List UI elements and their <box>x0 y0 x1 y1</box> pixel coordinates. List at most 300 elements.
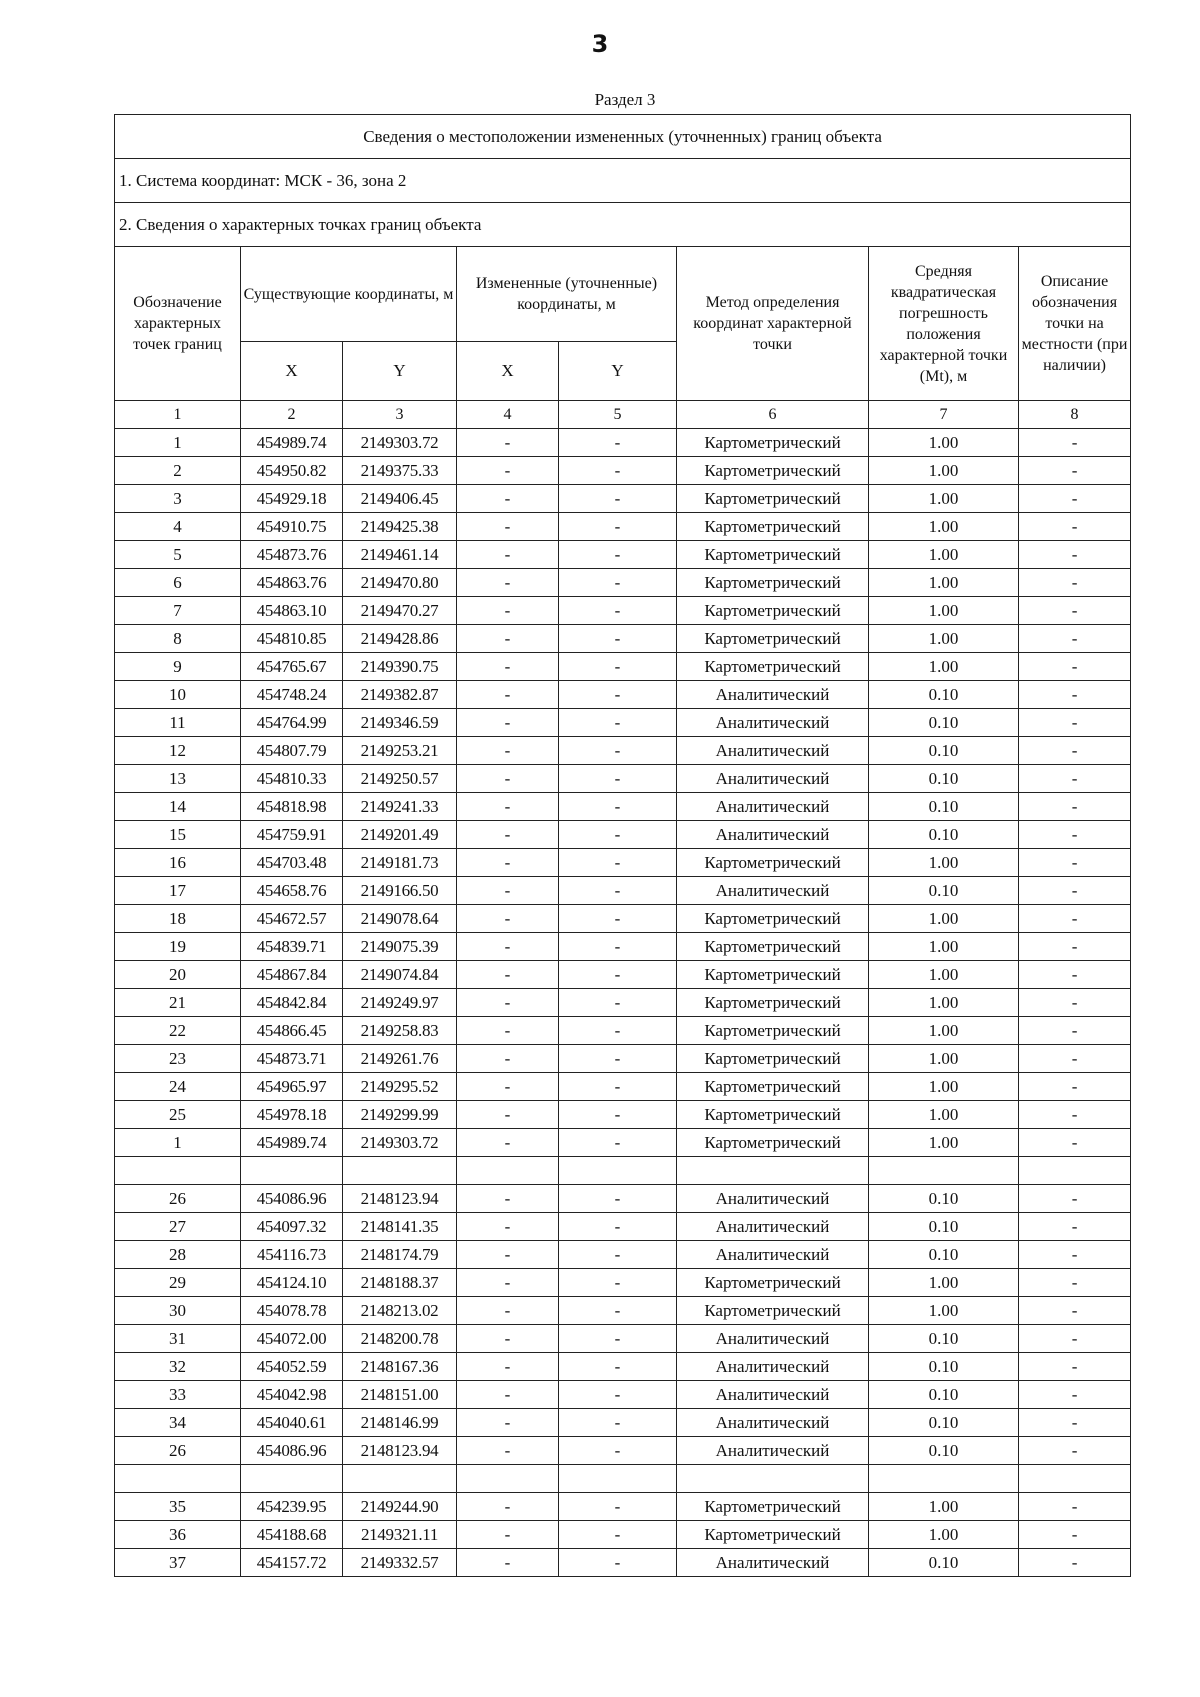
existing-x-cell: 454078.78 <box>241 1297 343 1325</box>
changed-y-cell: - <box>559 1521 677 1549</box>
table-row <box>115 821 1131 849</box>
point-number-cell: 27 <box>115 1213 241 1241</box>
column-number: 7 <box>869 401 1019 429</box>
method-cell: Картометрический <box>677 1493 869 1521</box>
existing-y-cell: 2149428.86 <box>343 625 457 653</box>
table-row <box>115 933 1131 961</box>
error-cell <box>869 1157 1019 1185</box>
method-cell: Картометрический <box>677 1045 869 1073</box>
error-cell: 1.00 <box>869 653 1019 681</box>
column-number: 1 <box>115 401 241 429</box>
description-cell: - <box>1019 569 1131 597</box>
table-row <box>115 961 1131 989</box>
point-number-cell: 12 <box>115 737 241 765</box>
changed-y-cell: - <box>559 1549 677 1577</box>
changed-x-cell: - <box>457 905 559 933</box>
error-cell: 0.10 <box>869 1213 1019 1241</box>
table-row <box>115 905 1131 933</box>
changed-x-cell: - <box>457 821 559 849</box>
header-error: Средняя квадратическая погрешность положения характерной точки (Mt), м <box>869 247 1019 401</box>
section-label: Раздел 3 <box>594 90 656 109</box>
error-cell: 1.00 <box>869 849 1019 877</box>
point-number-cell: 4 <box>115 513 241 541</box>
point-number-cell: 26 <box>115 1185 241 1213</box>
error-cell: 1.00 <box>869 1073 1019 1101</box>
points-heading: 2. Сведения о характерных точках границ объекта <box>115 203 1131 247</box>
changed-x-cell: - <box>457 1325 559 1353</box>
changed-y-cell: - <box>559 933 677 961</box>
column-number: 5 <box>559 401 677 429</box>
changed-y-cell: - <box>559 1241 677 1269</box>
method-cell: Картометрический <box>677 933 869 961</box>
description-cell: - <box>1019 597 1131 625</box>
description-cell: - <box>1019 1297 1131 1325</box>
table-row <box>115 989 1131 1017</box>
changed-x-cell: - <box>457 1437 559 1465</box>
table-row <box>115 1381 1131 1409</box>
existing-y-cell: 2149249.97 <box>343 989 457 1017</box>
point-number-cell: 33 <box>115 1381 241 1409</box>
changed-y-cell: - <box>559 457 677 485</box>
table-row <box>115 737 1131 765</box>
error-cell: 1.00 <box>869 1269 1019 1297</box>
method-cell: Картометрический <box>677 1297 869 1325</box>
method-cell: Аналитический <box>677 1353 869 1381</box>
changed-x-cell: - <box>457 1521 559 1549</box>
description-cell: - <box>1019 653 1131 681</box>
error-cell: 0.10 <box>869 1549 1019 1577</box>
column-numbers-row <box>115 401 1131 429</box>
existing-y-cell: 2149258.83 <box>343 1017 457 1045</box>
header-changed-y: Y <box>559 342 677 401</box>
existing-y-cell: 2149303.72 <box>343 1129 457 1157</box>
changed-x-cell: - <box>457 765 559 793</box>
existing-y-cell: 2149201.49 <box>343 821 457 849</box>
point-number-cell: 3 <box>115 485 241 513</box>
changed-y-cell: - <box>559 541 677 569</box>
changed-x-cell: - <box>457 793 559 821</box>
description-cell: - <box>1019 793 1131 821</box>
error-cell: 1.00 <box>869 569 1019 597</box>
method-cell: Аналитический <box>677 1437 869 1465</box>
point-number-cell: 32 <box>115 1353 241 1381</box>
changed-y-cell: - <box>559 1073 677 1101</box>
table-row <box>115 793 1131 821</box>
changed-y-cell <box>559 1465 677 1493</box>
changed-y-cell: - <box>559 1101 677 1129</box>
error-cell: 0.10 <box>869 1325 1019 1353</box>
existing-y-cell: 2149166.50 <box>343 877 457 905</box>
changed-y-cell: - <box>559 485 677 513</box>
description-cell: - <box>1019 1269 1131 1297</box>
changed-y-cell: - <box>559 513 677 541</box>
error-cell: 0.10 <box>869 1409 1019 1437</box>
changed-y-cell: - <box>559 1381 677 1409</box>
existing-x-cell: 454873.71 <box>241 1045 343 1073</box>
existing-x-cell: 454807.79 <box>241 737 343 765</box>
changed-x-cell: - <box>457 1129 559 1157</box>
existing-y-cell <box>343 1157 457 1185</box>
existing-x-cell: 454863.10 <box>241 597 343 625</box>
point-number-cell: 15 <box>115 821 241 849</box>
existing-y-cell: 2149295.52 <box>343 1073 457 1101</box>
method-cell: Аналитический <box>677 821 869 849</box>
point-number-cell: 23 <box>115 1045 241 1073</box>
error-cell: 1.00 <box>869 1129 1019 1157</box>
description-cell <box>1019 1465 1131 1493</box>
point-number-cell: 35 <box>115 1493 241 1521</box>
existing-x-cell: 454978.18 <box>241 1101 343 1129</box>
method-cell: Картометрический <box>677 569 869 597</box>
method-cell: Картометрический <box>677 1129 869 1157</box>
existing-x-cell: 454842.84 <box>241 989 343 1017</box>
point-number-cell: 18 <box>115 905 241 933</box>
error-cell: 0.10 <box>869 737 1019 765</box>
error-cell: 1.00 <box>869 1045 1019 1073</box>
description-cell: - <box>1019 849 1131 877</box>
description-cell: - <box>1019 765 1131 793</box>
changed-x-cell: - <box>457 1409 559 1437</box>
table-row <box>115 1017 1131 1045</box>
error-cell: 0.10 <box>869 1185 1019 1213</box>
method-cell: Картометрический <box>677 625 869 653</box>
changed-y-cell: - <box>559 737 677 765</box>
changed-x-cell: - <box>457 597 559 625</box>
description-cell: - <box>1019 1353 1131 1381</box>
changed-y-cell: - <box>559 989 677 1017</box>
existing-y-cell: 2149253.21 <box>343 737 457 765</box>
table-row <box>115 457 1131 485</box>
existing-y-cell: 2149390.75 <box>343 653 457 681</box>
error-cell: 1.00 <box>869 1017 1019 1045</box>
table-row <box>115 485 1131 513</box>
point-number-cell: 7 <box>115 597 241 625</box>
existing-y-cell: 2149250.57 <box>343 765 457 793</box>
existing-x-cell: 454810.85 <box>241 625 343 653</box>
existing-y-cell: 2149332.57 <box>343 1549 457 1577</box>
point-number-cell: 13 <box>115 765 241 793</box>
table-row <box>115 681 1131 709</box>
method-cell: Картометрический <box>677 485 869 513</box>
error-cell: 1.00 <box>869 541 1019 569</box>
existing-y-cell: 2149261.76 <box>343 1045 457 1073</box>
table-row <box>115 1409 1131 1437</box>
existing-y-cell: 2149244.90 <box>343 1493 457 1521</box>
changed-y-cell <box>559 1157 677 1185</box>
header-existing-x: X <box>241 342 343 401</box>
existing-x-cell: 454072.00 <box>241 1325 343 1353</box>
error-cell: 1.00 <box>869 457 1019 485</box>
table-row <box>115 877 1131 905</box>
changed-y-cell: - <box>559 1213 677 1241</box>
table-row <box>115 1521 1131 1549</box>
changed-y-cell: - <box>559 821 677 849</box>
table-row <box>115 1437 1131 1465</box>
existing-x-cell: 454748.24 <box>241 681 343 709</box>
description-cell: - <box>1019 681 1131 709</box>
method-cell: Картометрический <box>677 989 869 1017</box>
existing-y-cell: 2149303.72 <box>343 429 457 457</box>
point-number-cell: 14 <box>115 793 241 821</box>
existing-x-cell: 454818.98 <box>241 793 343 821</box>
existing-x-cell: 454124.10 <box>241 1269 343 1297</box>
table-row <box>115 513 1131 541</box>
header-existing-coordinates: Существующие координаты, м <box>241 247 457 342</box>
error-cell: 1.00 <box>869 429 1019 457</box>
point-number-cell: 20 <box>115 961 241 989</box>
table-row <box>115 1157 1131 1185</box>
existing-x-cell: 454765.67 <box>241 653 343 681</box>
header-description: Описание обозначения точки на местности (при наличии) <box>1019 247 1131 401</box>
description-cell: - <box>1019 1101 1131 1129</box>
point-number-cell: 37 <box>115 1549 241 1577</box>
existing-x-cell: 454965.97 <box>241 1073 343 1101</box>
existing-y-cell: 2149470.27 <box>343 597 457 625</box>
existing-x-cell: 454086.96 <box>241 1437 343 1465</box>
column-number: 3 <box>343 401 457 429</box>
point-number-cell: 2 <box>115 457 241 485</box>
existing-y-cell: 2148141.35 <box>343 1213 457 1241</box>
existing-x-cell: 454188.68 <box>241 1521 343 1549</box>
table-row <box>115 1129 1131 1157</box>
table-row <box>115 1213 1131 1241</box>
existing-x-cell: 454097.32 <box>241 1213 343 1241</box>
changed-y-cell: - <box>559 1297 677 1325</box>
error-cell: 1.00 <box>869 905 1019 933</box>
changed-y-cell: - <box>559 1185 677 1213</box>
changed-y-cell: - <box>559 1269 677 1297</box>
error-cell: 0.10 <box>869 821 1019 849</box>
changed-y-cell: - <box>559 1409 677 1437</box>
point-number-cell <box>115 1465 241 1493</box>
changed-y-cell: - <box>559 1437 677 1465</box>
point-number-cell: 1 <box>115 429 241 457</box>
existing-y-cell: 2149425.38 <box>343 513 457 541</box>
table-row <box>115 765 1131 793</box>
point-number-cell: 36 <box>115 1521 241 1549</box>
changed-x-cell: - <box>457 933 559 961</box>
changed-x-cell: - <box>457 1241 559 1269</box>
existing-y-cell: 2148188.37 <box>343 1269 457 1297</box>
changed-y-cell: - <box>559 793 677 821</box>
table-row <box>115 1073 1131 1101</box>
description-cell: - <box>1019 1437 1131 1465</box>
description-cell: - <box>1019 821 1131 849</box>
table-row <box>115 597 1131 625</box>
method-cell: Картометрический <box>677 1101 869 1129</box>
changed-y-cell: - <box>559 1353 677 1381</box>
error-cell: 1.00 <box>869 1521 1019 1549</box>
table-row <box>115 569 1131 597</box>
table-row <box>115 1325 1131 1353</box>
method-cell: Картометрический <box>677 1073 869 1101</box>
existing-x-cell: 454989.74 <box>241 429 343 457</box>
method-cell: Картометрический <box>677 1269 869 1297</box>
column-number: 2 <box>241 401 343 429</box>
table-row <box>115 1297 1131 1325</box>
changed-x-cell: - <box>457 709 559 737</box>
changed-x-cell: - <box>457 1493 559 1521</box>
error-cell: 0.10 <box>869 681 1019 709</box>
description-cell: - <box>1019 1549 1131 1577</box>
method-cell: Аналитический <box>677 1409 869 1437</box>
existing-x-cell: 454929.18 <box>241 485 343 513</box>
changed-x-cell <box>457 1465 559 1493</box>
changed-x-cell: - <box>457 457 559 485</box>
description-cell: - <box>1019 877 1131 905</box>
method-cell <box>677 1157 869 1185</box>
method-cell: Аналитический <box>677 1185 869 1213</box>
point-number-cell: 6 <box>115 569 241 597</box>
changed-y-cell: - <box>559 905 677 933</box>
existing-y-cell: 2148123.94 <box>343 1185 457 1213</box>
changed-x-cell: - <box>457 961 559 989</box>
point-number-cell: 30 <box>115 1297 241 1325</box>
existing-y-cell: 2148167.36 <box>343 1353 457 1381</box>
existing-x-cell: 454658.76 <box>241 877 343 905</box>
existing-y-cell: 2149375.33 <box>343 457 457 485</box>
point-number-cell: 11 <box>115 709 241 737</box>
changed-y-cell: - <box>559 681 677 709</box>
error-cell: 1.00 <box>869 513 1019 541</box>
point-number-cell: 28 <box>115 1241 241 1269</box>
changed-x-cell: - <box>457 569 559 597</box>
changed-y-cell: - <box>559 877 677 905</box>
description-cell: - <box>1019 1381 1131 1409</box>
changed-x-cell: - <box>457 989 559 1017</box>
changed-x-cell: - <box>457 1549 559 1577</box>
method-cell: Аналитический <box>677 737 869 765</box>
changed-x-cell: - <box>457 877 559 905</box>
table-row <box>115 1269 1131 1297</box>
method-cell: Картометрический <box>677 429 869 457</box>
header-changed-x: X <box>457 342 559 401</box>
table-row <box>115 1353 1131 1381</box>
method-cell: Аналитический <box>677 765 869 793</box>
existing-x-cell: 454759.91 <box>241 821 343 849</box>
existing-x-cell: 454672.57 <box>241 905 343 933</box>
changed-y-cell: - <box>559 569 677 597</box>
point-number-cell: 24 <box>115 1073 241 1101</box>
header-existing-y: Y <box>343 342 457 401</box>
header-changed-coordinates: Измененные (уточненные) координаты, м <box>457 247 677 342</box>
changed-y-cell: - <box>559 597 677 625</box>
changed-x-cell <box>457 1157 559 1185</box>
existing-y-cell: 2148174.79 <box>343 1241 457 1269</box>
existing-x-cell: 454873.76 <box>241 541 343 569</box>
description-cell <box>1019 1157 1131 1185</box>
description-cell: - <box>1019 989 1131 1017</box>
changed-x-cell: - <box>457 1017 559 1045</box>
existing-y-cell: 2148146.99 <box>343 1409 457 1437</box>
error-cell: 0.10 <box>869 877 1019 905</box>
error-cell: 0.10 <box>869 1241 1019 1269</box>
table-row <box>115 429 1131 457</box>
changed-y-cell: - <box>559 1325 677 1353</box>
table-row <box>115 849 1131 877</box>
header-designation: Обозначение характерных точек границ <box>115 247 241 401</box>
changed-y-cell: - <box>559 765 677 793</box>
changed-x-cell: - <box>457 513 559 541</box>
error-cell: 0.10 <box>869 1437 1019 1465</box>
method-cell: Аналитический <box>677 1549 869 1577</box>
changed-x-cell: - <box>457 1213 559 1241</box>
method-cell: Картометрический <box>677 849 869 877</box>
existing-y-cell: 2148123.94 <box>343 1437 457 1465</box>
description-cell: - <box>1019 1521 1131 1549</box>
existing-x-cell: 454989.74 <box>241 1129 343 1157</box>
point-number-cell: 10 <box>115 681 241 709</box>
existing-x-cell: 454764.99 <box>241 709 343 737</box>
table-row <box>115 1493 1131 1521</box>
method-cell: Аналитический <box>677 1325 869 1353</box>
method-cell: Аналитический <box>677 681 869 709</box>
existing-y-cell: 2149470.80 <box>343 569 457 597</box>
error-cell: 0.10 <box>869 765 1019 793</box>
point-number-cell: 17 <box>115 877 241 905</box>
existing-x-cell: 454839.71 <box>241 933 343 961</box>
changed-x-cell: - <box>457 737 559 765</box>
description-cell: - <box>1019 1493 1131 1521</box>
table-row <box>115 1241 1131 1269</box>
description-cell: - <box>1019 625 1131 653</box>
table-row <box>115 1549 1131 1577</box>
description-cell: - <box>1019 737 1131 765</box>
point-number-cell: 9 <box>115 653 241 681</box>
existing-y-cell: 2148213.02 <box>343 1297 457 1325</box>
existing-x-cell: 454239.95 <box>241 1493 343 1521</box>
table-row <box>115 1045 1131 1073</box>
existing-y-cell: 2149075.39 <box>343 933 457 961</box>
error-cell: 0.10 <box>869 1381 1019 1409</box>
changed-x-cell: - <box>457 1101 559 1129</box>
description-cell: - <box>1019 905 1131 933</box>
point-number-cell: 25 <box>115 1101 241 1129</box>
existing-x-cell: 454040.61 <box>241 1409 343 1437</box>
description-cell: - <box>1019 1185 1131 1213</box>
method-cell: Картометрический <box>677 513 869 541</box>
method-cell: Картометрический <box>677 1017 869 1045</box>
existing-y-cell: 2149406.45 <box>343 485 457 513</box>
changed-y-cell: - <box>559 429 677 457</box>
header-method: Метод определения координат характерной точки <box>677 247 869 401</box>
column-number: 6 <box>677 401 869 429</box>
method-cell: Аналитический <box>677 877 869 905</box>
method-cell <box>677 1465 869 1493</box>
method-cell: Аналитический <box>677 709 869 737</box>
method-cell: Картометрический <box>677 457 869 485</box>
description-cell: - <box>1019 1409 1131 1437</box>
point-number-cell: 26 <box>115 1437 241 1465</box>
error-cell: 1.00 <box>869 597 1019 625</box>
existing-y-cell: 2149346.59 <box>343 709 457 737</box>
changed-y-cell: - <box>559 625 677 653</box>
existing-y-cell: 2149078.64 <box>343 905 457 933</box>
changed-y-cell: - <box>559 1129 677 1157</box>
existing-y-cell: 2149299.99 <box>343 1101 457 1129</box>
method-cell: Аналитический <box>677 1381 869 1409</box>
point-number-cell: 1 <box>115 1129 241 1157</box>
point-number-cell: 5 <box>115 541 241 569</box>
existing-x-cell: 454950.82 <box>241 457 343 485</box>
description-cell: - <box>1019 1073 1131 1101</box>
existing-y-cell: 2149382.87 <box>343 681 457 709</box>
error-cell: 1.00 <box>869 961 1019 989</box>
changed-y-cell: - <box>559 653 677 681</box>
existing-x-cell <box>241 1465 343 1493</box>
description-cell: - <box>1019 1045 1131 1073</box>
description-cell: - <box>1019 961 1131 989</box>
